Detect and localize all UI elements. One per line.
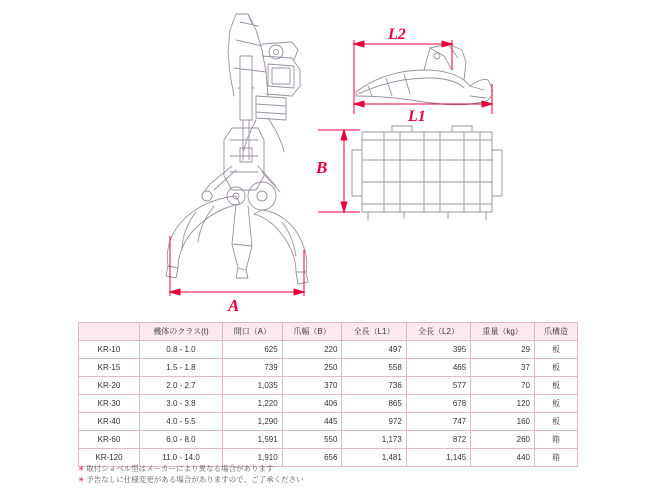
cell-weight: 160	[471, 413, 535, 431]
asterisk-icon: ✳	[78, 475, 85, 484]
col-header-l1: 全長（L1）	[342, 323, 406, 341]
cell-model: KR-120	[79, 449, 140, 467]
cell-a: 1,910	[222, 449, 282, 467]
cell-b: 550	[282, 431, 342, 449]
cell-claw: 板	[535, 413, 578, 431]
cell-weight: 260	[471, 431, 535, 449]
table-row	[79, 395, 578, 413]
cell-class: 4.0 - 5.5	[140, 413, 223, 431]
table-row	[79, 359, 578, 377]
col-header-weight: 重量（kg）	[471, 323, 535, 341]
dimension-label-a: A	[228, 296, 240, 315]
cell-l1: 865	[342, 395, 406, 413]
cell-b: 656	[282, 449, 342, 467]
footnote-2: ✳ 予告なしに仕様変更がある場合がありますので、ご了承ください	[78, 475, 304, 484]
dimension-label-l1: L1	[408, 108, 426, 125]
dimension-label-b: B	[316, 158, 328, 177]
cell-claw: 板	[535, 359, 578, 377]
cell-l1: 972	[342, 413, 406, 431]
col-header-model	[79, 323, 140, 341]
col-header-a: 開口（A）	[222, 323, 282, 341]
table-header-row	[79, 323, 578, 341]
spec-table	[78, 322, 578, 467]
cell-a: 1,290	[222, 413, 282, 431]
cell-claw: 板	[535, 377, 578, 395]
cell-a: 625	[222, 341, 282, 359]
col-header-claw: 爪構造	[535, 323, 578, 341]
cell-claw: 箱	[535, 431, 578, 449]
cell-class: 3.0 - 3.8	[140, 395, 223, 413]
spec-table-container	[78, 322, 578, 467]
cell-a: 1,035	[222, 377, 282, 395]
cell-class: 2.0 - 2.7	[140, 377, 223, 395]
col-header-l2: 全長（L2）	[406, 323, 470, 341]
asterisk-icon: ✳	[78, 464, 85, 473]
table-row	[79, 377, 578, 395]
cell-b: 250	[282, 359, 342, 377]
cell-weight: 37	[471, 359, 535, 377]
cell-model: KR-40	[79, 413, 140, 431]
cell-class: 6.0 - 8.0	[140, 431, 223, 449]
cell-claw: 箱	[535, 449, 578, 467]
cell-l2: 577	[406, 377, 470, 395]
cell-l2: 678	[406, 395, 470, 413]
dimension-label-l2: L2	[388, 26, 406, 43]
table-row	[79, 341, 578, 359]
cell-weight: 440	[471, 449, 535, 467]
cell-l2: 747	[406, 413, 470, 431]
cell-l1: 497	[342, 341, 406, 359]
cell-b: 445	[282, 413, 342, 431]
footnote-1: ✳ 取付ショベル型はメーカーにより異なる場合があります	[78, 464, 274, 473]
cell-class: 11.0 - 14.0	[140, 449, 223, 467]
col-header-class: 機体のクラス(t)	[140, 323, 223, 341]
cell-claw: 板	[535, 341, 578, 359]
footnotes	[78, 463, 304, 485]
cell-weight: 70	[471, 377, 535, 395]
cell-l2: 395	[406, 341, 470, 359]
cell-l2: 465	[406, 359, 470, 377]
cell-l1: 736	[342, 377, 406, 395]
cell-model: KR-15	[79, 359, 140, 377]
cell-class: 0.8 - 1.0	[140, 341, 223, 359]
cell-weight: 29	[471, 341, 535, 359]
cell-a: 1,591	[222, 431, 282, 449]
table-row	[79, 431, 578, 449]
cell-b: 220	[282, 341, 342, 359]
col-header-b: 爪幅（B）	[282, 323, 342, 341]
cell-model: KR-60	[79, 431, 140, 449]
table-row	[79, 413, 578, 431]
cell-b: 370	[282, 377, 342, 395]
cell-l1: 1,481	[342, 449, 406, 467]
cell-model: KR-30	[79, 395, 140, 413]
cell-b: 406	[282, 395, 342, 413]
cell-weight: 120	[471, 395, 535, 413]
cell-l2: 872	[406, 431, 470, 449]
cell-l1: 1,173	[342, 431, 406, 449]
cell-l1: 558	[342, 359, 406, 377]
cell-model: KR-20	[79, 377, 140, 395]
cell-l2: 1,145	[406, 449, 470, 467]
cell-class: 1.5 - 1.8	[140, 359, 223, 377]
cell-model: KR-10	[79, 341, 140, 359]
cell-a: 1,220	[222, 395, 282, 413]
cell-a: 739	[222, 359, 282, 377]
cell-claw: 板	[535, 395, 578, 413]
